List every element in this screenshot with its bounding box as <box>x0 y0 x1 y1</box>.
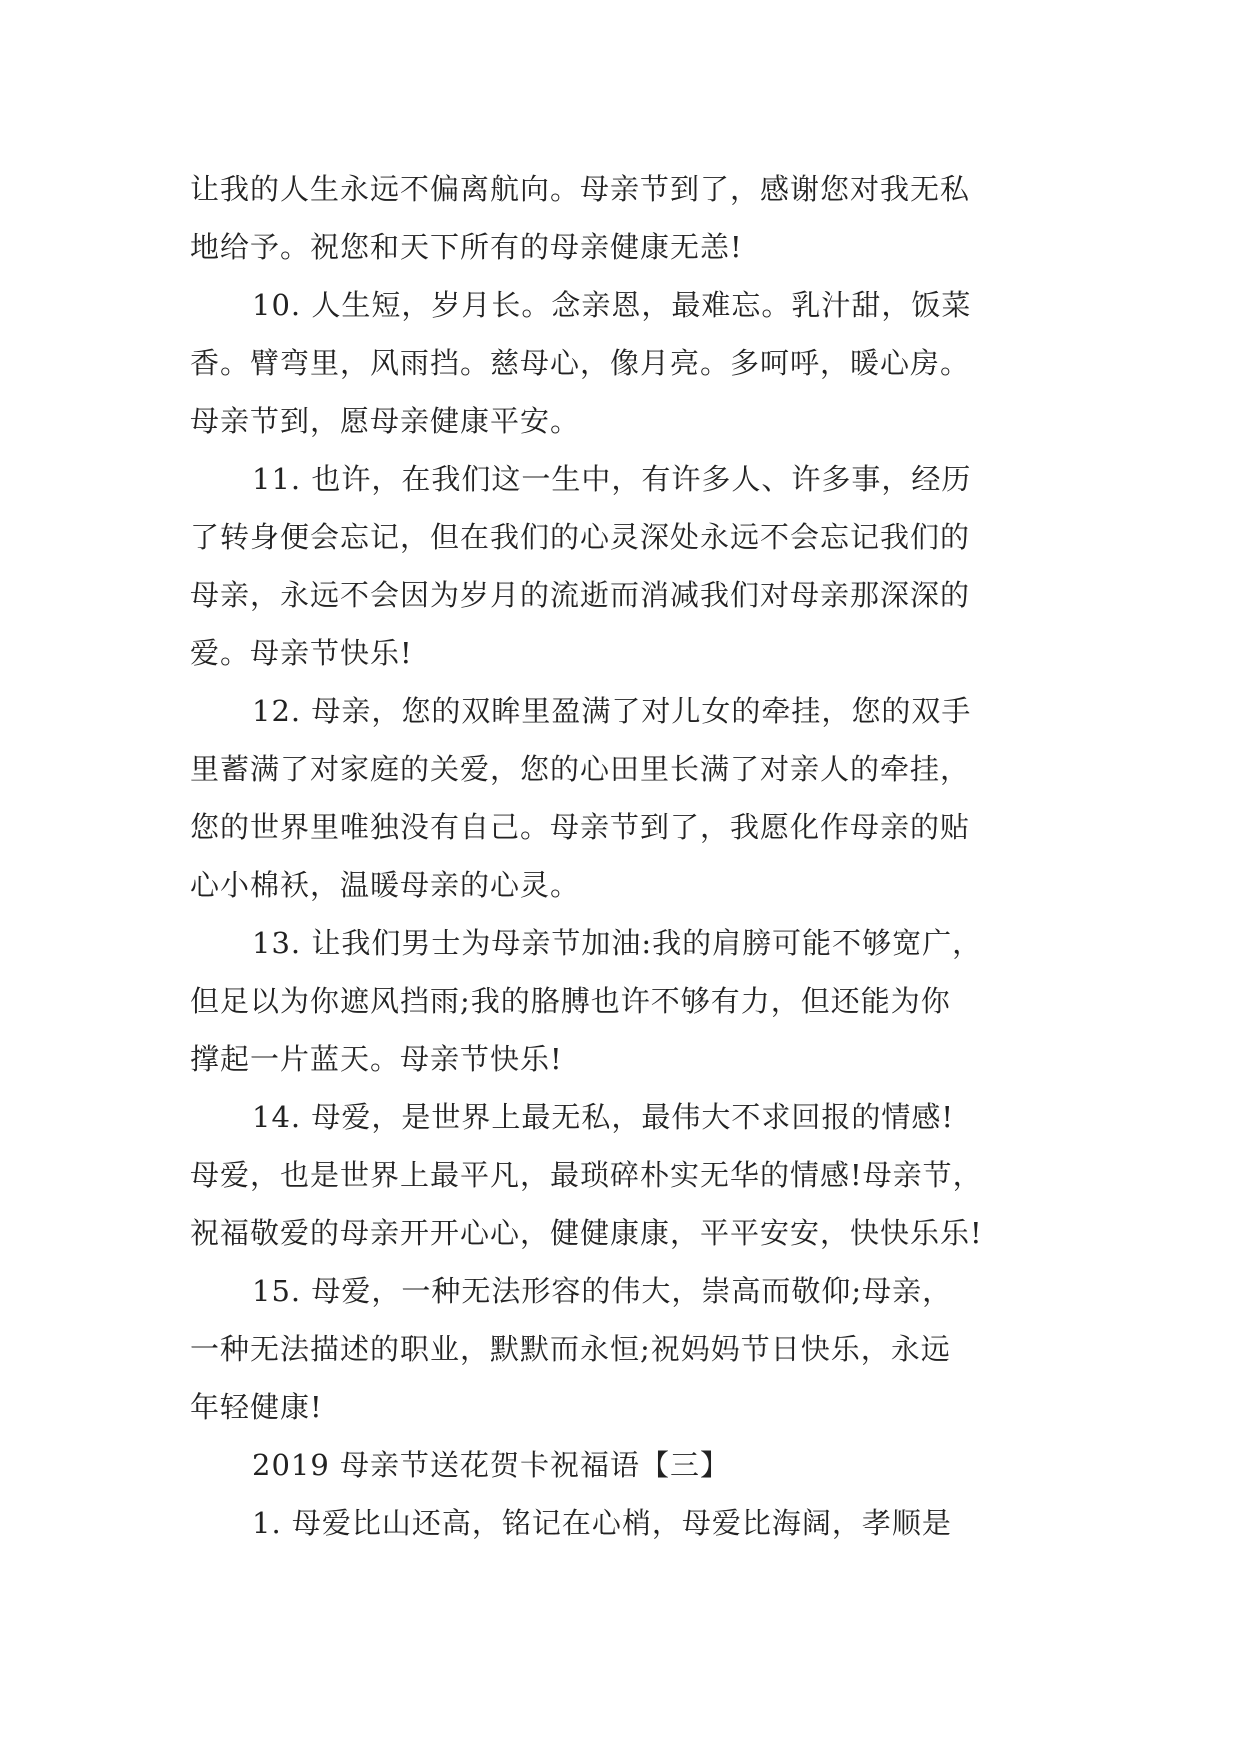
text-line: 爱。母亲节快乐! <box>190 636 413 670</box>
item-1-line: 1. 母爱比山还高，铭记在心梢，母爱比海阔，孝顺是 <box>252 1506 952 1540</box>
text-line: 地给予。祝您和天下所有的母亲健康无恙! <box>190 230 743 264</box>
item-11-line: 11. 也许，在我们这一生中，有许多人、许多事，经历 <box>252 462 972 496</box>
text-line: 撑起一片蓝天。母亲节快乐! <box>190 1042 563 1076</box>
text-line: 香。臂弯里，风雨挡。慈母心，像月亮。多呵呼，暖心房。 <box>190 346 971 380</box>
text-line: 年轻健康! <box>190 1390 323 1424</box>
item-14-line: 14. 母爱，是世界上最无私，最伟大不求回报的情感! <box>252 1100 954 1134</box>
text-line: 祝福敬爱的母亲开开心心，健健康康，平平安安，快快乐乐! <box>190 1216 983 1250</box>
text-line: 心小棉袄，温暖母亲的心灵。 <box>190 868 581 902</box>
text-line: 母亲，永远不会因为岁月的流逝而消减我们对母亲那深深的 <box>190 578 971 612</box>
item-10-line: 10. 人生短，岁月长。念亲恩，最难忘。乳汁甜，饭菜 <box>252 288 972 322</box>
item-12-line: 12. 母亲，您的双眸里盈满了对儿女的牵挂，您的双手 <box>252 694 972 728</box>
document-body <box>190 160 1070 1552</box>
text-line: 您的世界里唯独没有自己。母亲节到了，我愿化作母亲的贴 <box>190 810 971 844</box>
text-line: 里蓄满了对家庭的关爱，您的心田里长满了对亲人的牵挂， <box>190 752 971 786</box>
item-15-line: 15. 母爱，一种无法形容的伟大，崇高而敬仰;母亲， <box>252 1274 953 1308</box>
text-line: 了转身便会忘记，但在我们的心灵深处永远不会忘记我们的 <box>190 520 971 554</box>
text-line: 母爱，也是世界上最平凡，最琐碎朴实无华的情感!母亲节， <box>190 1158 983 1192</box>
item-13-line: 13. 让我们男士为母亲节加油:我的肩膀可能不够宽广， <box>252 926 983 960</box>
text-line: 让我的人生永远不偏离航向。母亲节到了，感谢您对我无私 <box>190 172 971 206</box>
text-line: 但足以为你遮风挡雨;我的胳膊也许不够有力，但还能为你 <box>190 984 951 1018</box>
text-line: 母亲节到，愿母亲健康平安。 <box>190 404 581 438</box>
section-heading: 2019 母亲节送花贺卡祝福语【三】 <box>252 1448 731 1482</box>
text-line: 一种无法描述的职业，默默而永恒;祝妈妈节日快乐，永远 <box>190 1332 951 1366</box>
